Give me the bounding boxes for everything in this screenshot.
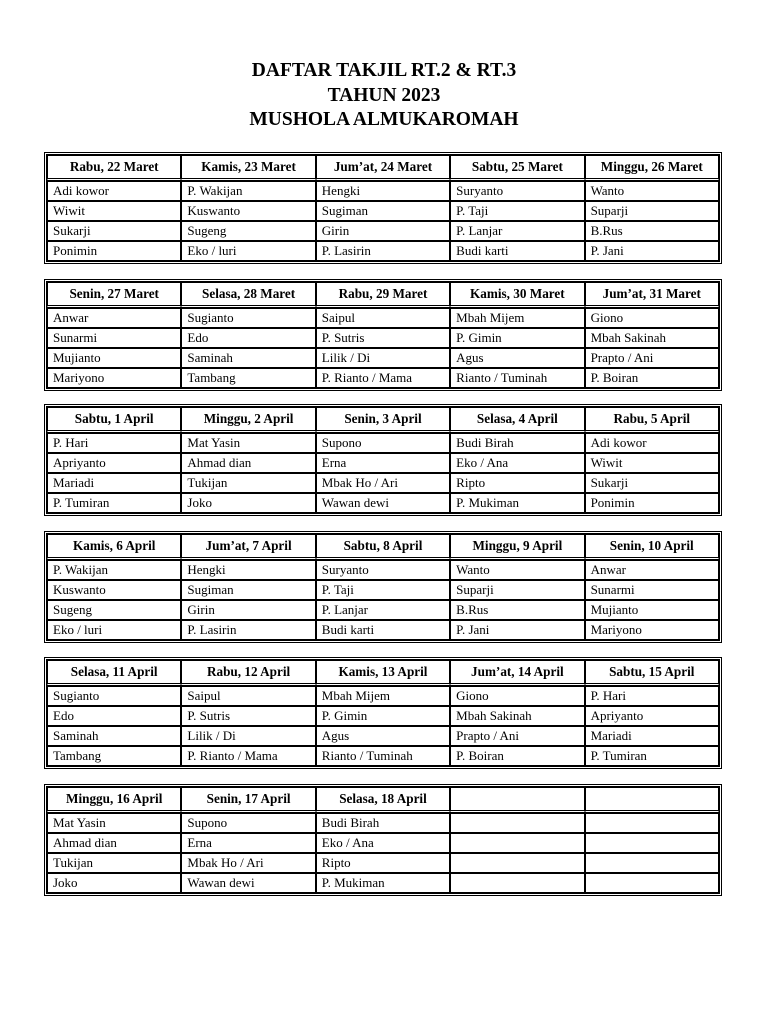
name-cell: Adi kowor (585, 433, 719, 453)
name-cell: Girin (316, 221, 450, 241)
name-cell: P. Lanjar (450, 221, 584, 241)
date-header: Jum’at, 7 April (181, 534, 315, 560)
date-header: Rabu, 5 April (585, 407, 719, 433)
name-cell: Wanto (450, 560, 584, 580)
name-cell: Eko / luri (181, 241, 315, 261)
name-cell: Sugeng (181, 221, 315, 241)
name-cell: P. Lasirin (316, 241, 450, 261)
date-header: Sabtu, 25 Maret (450, 155, 584, 181)
name-cell: Ahmad dian (181, 453, 315, 473)
name-cell (450, 873, 584, 893)
name-cell: Lilik / Di (316, 348, 450, 368)
name-cell: P. Wakijan (47, 560, 181, 580)
table-row (47, 833, 719, 853)
name-cell: Ripto (450, 473, 584, 493)
table-row (47, 746, 719, 766)
name-cell: Mat Yasin (47, 813, 181, 833)
name-cell: Kuswanto (47, 580, 181, 600)
table-row (47, 201, 719, 221)
name-cell: Mujianto (585, 600, 719, 620)
name-cell: Ponimin (585, 493, 719, 513)
name-cell: Saipul (316, 308, 450, 328)
name-cell: Suparji (450, 580, 584, 600)
name-cell: P. Tumiran (585, 746, 719, 766)
name-cell: Saminah (181, 348, 315, 368)
name-cell: B.Rus (450, 600, 584, 620)
name-cell: P. Gimin (450, 328, 584, 348)
name-cell: Eko / luri (47, 620, 181, 640)
table-row (47, 726, 719, 746)
name-cell: Tukijan (181, 473, 315, 493)
name-cell: Budi karti (316, 620, 450, 640)
name-cell: Rianto / Tuminah (450, 368, 584, 388)
name-cell: Mariadi (585, 726, 719, 746)
name-cell: Mbak Ho / Ari (181, 853, 315, 873)
name-cell: Sugianto (181, 308, 315, 328)
date-header: Selasa, 28 Maret (181, 282, 315, 308)
name-cell: Supono (181, 813, 315, 833)
title-line-2: TAHUN 2023 (327, 84, 441, 106)
name-cell: P. Sutris (316, 328, 450, 348)
name-cell: P. Hari (47, 433, 181, 453)
name-cell: P. Sutris (181, 706, 315, 726)
name-cell: Wawan dewi (181, 873, 315, 893)
schedule-table (46, 281, 720, 389)
schedule-table (46, 406, 720, 514)
date-header: Senin, 10 April (585, 534, 719, 560)
name-cell: Apriyanto (47, 453, 181, 473)
name-cell: Ripto (316, 853, 450, 873)
table-row (47, 580, 719, 600)
name-cell: P. Rianto / Mama (316, 368, 450, 388)
name-cell: Wanto (585, 181, 719, 201)
schedule-table (46, 154, 720, 262)
name-cell (585, 873, 719, 893)
table-header-row (47, 534, 719, 560)
name-cell: Sukarji (47, 221, 181, 241)
name-cell: Edo (181, 328, 315, 348)
name-cell (585, 853, 719, 873)
name-cell: Sugeng (47, 600, 181, 620)
name-cell: Mbah Sakinah (450, 706, 584, 726)
table-row (47, 241, 719, 261)
table-row (47, 433, 719, 453)
name-cell: P. Lasirin (181, 620, 315, 640)
name-cell: Adi kowor (47, 181, 181, 201)
name-cell: Suryanto (316, 560, 450, 580)
table-row (47, 328, 719, 348)
name-cell: Rianto / Tuminah (316, 746, 450, 766)
name-cell: Mbak Ho / Ari (316, 473, 450, 493)
name-cell (585, 813, 719, 833)
table-row (47, 308, 719, 328)
name-cell: Prapto / Ani (450, 726, 584, 746)
document-title (0, 59, 768, 133)
name-cell: P. Boiran (585, 368, 719, 388)
table-row (47, 620, 719, 640)
date-header: Senin, 17 April (181, 787, 315, 813)
name-cell: Erna (316, 453, 450, 473)
name-cell: Mariyono (585, 620, 719, 640)
table-header-row (47, 282, 719, 308)
table-row (47, 181, 719, 201)
date-header: Kamis, 30 Maret (450, 282, 584, 308)
name-cell: Eko / Ana (450, 453, 584, 473)
name-cell: P. Jani (585, 241, 719, 261)
table-row (47, 368, 719, 388)
name-cell: Tambang (47, 746, 181, 766)
date-header: Minggu, 9 April (450, 534, 584, 560)
name-cell: Mariyono (47, 368, 181, 388)
date-header: Sabtu, 15 April (585, 660, 719, 686)
name-cell: Tambang (181, 368, 315, 388)
date-header: Selasa, 11 April (47, 660, 181, 686)
date-header: Minggu, 16 April (47, 787, 181, 813)
name-cell: Eko / Ana (316, 833, 450, 853)
name-cell (450, 833, 584, 853)
name-cell: Mujianto (47, 348, 181, 368)
table-header-row (47, 787, 719, 813)
name-cell: Apriyanto (585, 706, 719, 726)
name-cell: Joko (181, 493, 315, 513)
table-row (47, 813, 719, 833)
schedule-table (46, 533, 720, 641)
name-cell: Sunarmi (47, 328, 181, 348)
date-header: Senin, 3 April (316, 407, 450, 433)
date-header: Jum’at, 24 Maret (316, 155, 450, 181)
name-cell: Budi Birah (450, 433, 584, 453)
name-cell: Budi karti (450, 241, 584, 261)
name-cell: P. Mukiman (316, 873, 450, 893)
date-header: Rabu, 29 Maret (316, 282, 450, 308)
name-cell: Wiwit (47, 201, 181, 221)
name-cell: Agus (450, 348, 584, 368)
table-row (47, 348, 719, 368)
name-cell: Wiwit (585, 453, 719, 473)
name-cell: Agus (316, 726, 450, 746)
name-cell: Anwar (47, 308, 181, 328)
name-cell: Giono (585, 308, 719, 328)
table-row (47, 493, 719, 513)
name-cell: P. Rianto / Mama (181, 746, 315, 766)
table-header-row (47, 407, 719, 433)
date-header (450, 787, 584, 813)
name-cell: Ponimin (47, 241, 181, 261)
name-cell: Joko (47, 873, 181, 893)
name-cell: P. Hari (585, 686, 719, 706)
name-cell (585, 833, 719, 853)
name-cell: Lilik / Di (181, 726, 315, 746)
name-cell: B.Rus (585, 221, 719, 241)
table-row (47, 853, 719, 873)
name-cell: Mbah Sakinah (585, 328, 719, 348)
schedule-table (46, 786, 720, 894)
date-header: Jum’at, 14 April (450, 660, 584, 686)
name-cell: P. Jani (450, 620, 584, 640)
date-header: Rabu, 22 Maret (47, 155, 181, 181)
date-header (585, 787, 719, 813)
date-header: Sabtu, 1 April (47, 407, 181, 433)
table-row (47, 600, 719, 620)
name-cell: Hengki (316, 181, 450, 201)
table-row (47, 706, 719, 726)
name-cell: Sukarji (585, 473, 719, 493)
name-cell: P. Gimin (316, 706, 450, 726)
name-cell: P. Lanjar (316, 600, 450, 620)
table-row (47, 686, 719, 706)
date-header: Selasa, 4 April (450, 407, 584, 433)
name-cell: Edo (47, 706, 181, 726)
name-cell: Kuswanto (181, 201, 315, 221)
name-cell: Sugiman (181, 580, 315, 600)
name-cell: P. Boiran (450, 746, 584, 766)
name-cell: Budi Birah (316, 813, 450, 833)
name-cell: Hengki (181, 560, 315, 580)
name-cell: Ahmad dian (47, 833, 181, 853)
table-row (47, 221, 719, 241)
date-header: Minggu, 2 April (181, 407, 315, 433)
date-header: Jum’at, 31 Maret (585, 282, 719, 308)
name-cell: Mbah Mijem (450, 308, 584, 328)
name-cell: Suparji (585, 201, 719, 221)
name-cell: Erna (181, 833, 315, 853)
title-line-3: MUSHOLA ALMUKAROMAH (249, 109, 519, 130)
schedule-table (46, 659, 720, 767)
date-header: Minggu, 26 Maret (585, 155, 719, 181)
date-header: Kamis, 13 April (316, 660, 450, 686)
date-header: Kamis, 23 Maret (181, 155, 315, 181)
name-cell: P. Tumiran (47, 493, 181, 513)
name-cell: Sugiman (316, 201, 450, 221)
name-cell: Girin (181, 600, 315, 620)
title-line-1: DAFTAR TAKJIL RT.2 & RT.3 (251, 60, 517, 81)
date-header: Senin, 27 Maret (47, 282, 181, 308)
name-cell: Sunarmi (585, 580, 719, 600)
name-cell: Giono (450, 686, 584, 706)
name-cell (450, 853, 584, 873)
date-header: Kamis, 6 April (47, 534, 181, 560)
name-cell: P. Taji (450, 201, 584, 221)
name-cell: Mariadi (47, 473, 181, 493)
name-cell: Tukijan (47, 853, 181, 873)
date-header: Rabu, 12 April (181, 660, 315, 686)
table-row (47, 453, 719, 473)
name-cell: Wawan dewi (316, 493, 450, 513)
table-row (47, 473, 719, 493)
name-cell: Saminah (47, 726, 181, 746)
name-cell (450, 813, 584, 833)
date-header: Selasa, 18 April (316, 787, 450, 813)
table-row (47, 560, 719, 580)
name-cell: P. Taji (316, 580, 450, 600)
name-cell: Sugianto (47, 686, 181, 706)
name-cell: P. Wakijan (181, 181, 315, 201)
name-cell: Mat Yasin (181, 433, 315, 453)
name-cell: Prapto / Ani (585, 348, 719, 368)
name-cell: Supono (316, 433, 450, 453)
name-cell: P. Mukiman (450, 493, 584, 513)
name-cell: Mbah Mijem (316, 686, 450, 706)
name-cell: Suryanto (450, 181, 584, 201)
table-header-row (47, 155, 719, 181)
table-row (47, 873, 719, 893)
name-cell: Saipul (181, 686, 315, 706)
table-header-row (47, 660, 719, 686)
name-cell: Anwar (585, 560, 719, 580)
date-header: Sabtu, 8 April (316, 534, 450, 560)
